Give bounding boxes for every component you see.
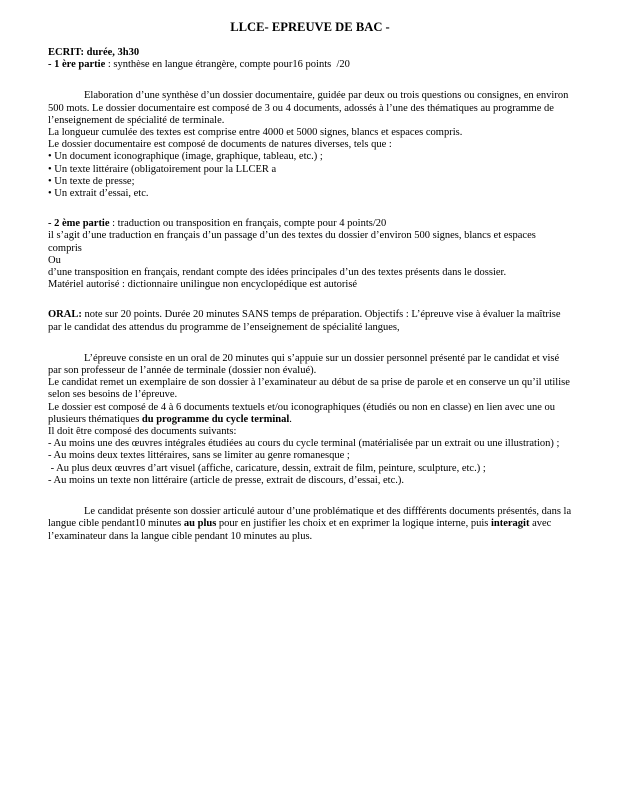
oral-p3-bold: du programme du cycle terminal bbox=[141, 413, 290, 425]
bullet-item: • Un document iconographique (image, graphique, tableau, etc.) ; bbox=[48, 151, 323, 163]
oral-paragraph-3 bbox=[48, 402, 572, 426]
dossier-item: - Au moins deux textes littéraires, sans se limiter au genre romanesque ; bbox=[48, 450, 350, 462]
dossier-item: - Au moins un texte non littéraire (article de presse, extrait de discours, d’essai, etc.). bbox=[48, 474, 405, 486]
materiel-line: Matériel autorisé : dictionnaire unilingue non encyclopédique est autorisé bbox=[48, 279, 358, 291]
ecrit-part1-line bbox=[48, 59, 572, 71]
suivants-line: Il doit être composé des documents suivants: bbox=[48, 426, 237, 438]
bullet-item: • Un texte littéraire (obligatoirement pour la LLCER a bbox=[48, 163, 277, 175]
longueur-line: La longueur cumulée des textes est comprise entre 4000 et 5000 signes, blancs et espaces compris. bbox=[48, 127, 463, 139]
synthese-paragraph: Elaboration d’une synthèse d’un dossier documentaire, guidée par deux ou trois questions ou consignes, en environ 500 mots. Le dossier documentaire est composé de 3 ou 4 documents, adossés à l’une des thématiques au programme de l’enseignement de spécialité de terminale. bbox=[48, 90, 571, 126]
final-run-1: Le candidat présente son dossier articulé autour d’une problématique et des diffférents documents présentés, dans la langue cible pendant10 minutes bbox=[48, 506, 574, 530]
oral-paragraph-1: L’épreuve consiste en un oral de 20 minutes qui s’appuie sur un dossier personnel présenté par le candidat et visé par son professeur de l’année de terminale (dossier non évalué). bbox=[48, 352, 562, 377]
document-title: LLCE- EPREUVE DE BAC - bbox=[230, 20, 390, 34]
dossier-item: - Au moins une des œuvres intégrales étudiées au cours du cycle terminal (matérialisée par un extrait ou une illustration) ; bbox=[48, 438, 560, 450]
ecrit-part2-line bbox=[48, 218, 572, 230]
bullet-item: • Un texte de presse; bbox=[48, 175, 135, 187]
bullet-item: • Un extrait d’essai, etc. bbox=[48, 188, 149, 200]
oral-p3-start: Le dossier est composé de 4 à 6 documents textuels et/ou iconographiques (étudiés ou non en classe) en lien avec une ou plusieurs thématiques bbox=[48, 401, 558, 425]
final-run-3: avec l’examinateur dans la langue cible pendant 10 minutes au plus. bbox=[48, 518, 554, 542]
oral-intro-paragraph bbox=[48, 309, 572, 333]
dossier-item: - Au plus deux œuvres d’art visuel (affiche, caricature, dessin, extrait de film, peinture, sculpture, etc.) ; bbox=[48, 462, 486, 474]
document-body bbox=[48, 47, 572, 543]
final-paragraph bbox=[48, 506, 572, 543]
transposition-paragraph: d’une transposition en français, rendant compte des idées principales d’un des textes présents dans le dossier. bbox=[48, 267, 507, 279]
oral-paragraph-2: Le candidat remet un exemplaire de son dossier à l’examinateur au début de sa prise de parole et en conserve un qu’il utilise selon ses besoins de l’épreuve. bbox=[48, 377, 573, 401]
oral-intro-text: note sur 20 points. Durée 20 minutes SANS temps de préparation. Objectifs : L’épreuve vise à évaluer la maîtrise par le candidat des attendus du programme de l’enseignement de spécialité langues, bbox=[48, 309, 564, 333]
oral-p3-end: . bbox=[289, 413, 292, 425]
final-bold-2: interagit bbox=[490, 518, 530, 530]
part2-label: - 2 ème partie bbox=[48, 218, 110, 230]
final-run-2: pour en justifier les choix et en exprimer la logique interne, puis bbox=[216, 518, 491, 530]
ecrit-heading: ECRIT: durée, 3h30 bbox=[48, 47, 140, 58]
part2-text: : traduction ou transposition en français, compte pour 4 points/20 bbox=[109, 218, 387, 230]
oral-label: ORAL: bbox=[48, 309, 82, 321]
natures-line: Le dossier documentaire est composé de documents de natures diverses, tels que : bbox=[48, 139, 392, 151]
ou-line: Ou bbox=[48, 254, 61, 266]
part1-label: - 1 ère partie bbox=[48, 59, 106, 71]
traduction-paragraph: il s’agit d’une traduction en français d’un passage d’un des textes du dossier d’environ 500 signes, blancs et espaces compris bbox=[48, 230, 539, 254]
part1-text: : synthèse en langue étrangère, compte pour16 points /20 bbox=[105, 59, 350, 71]
final-bold-1: au plus bbox=[183, 518, 217, 530]
